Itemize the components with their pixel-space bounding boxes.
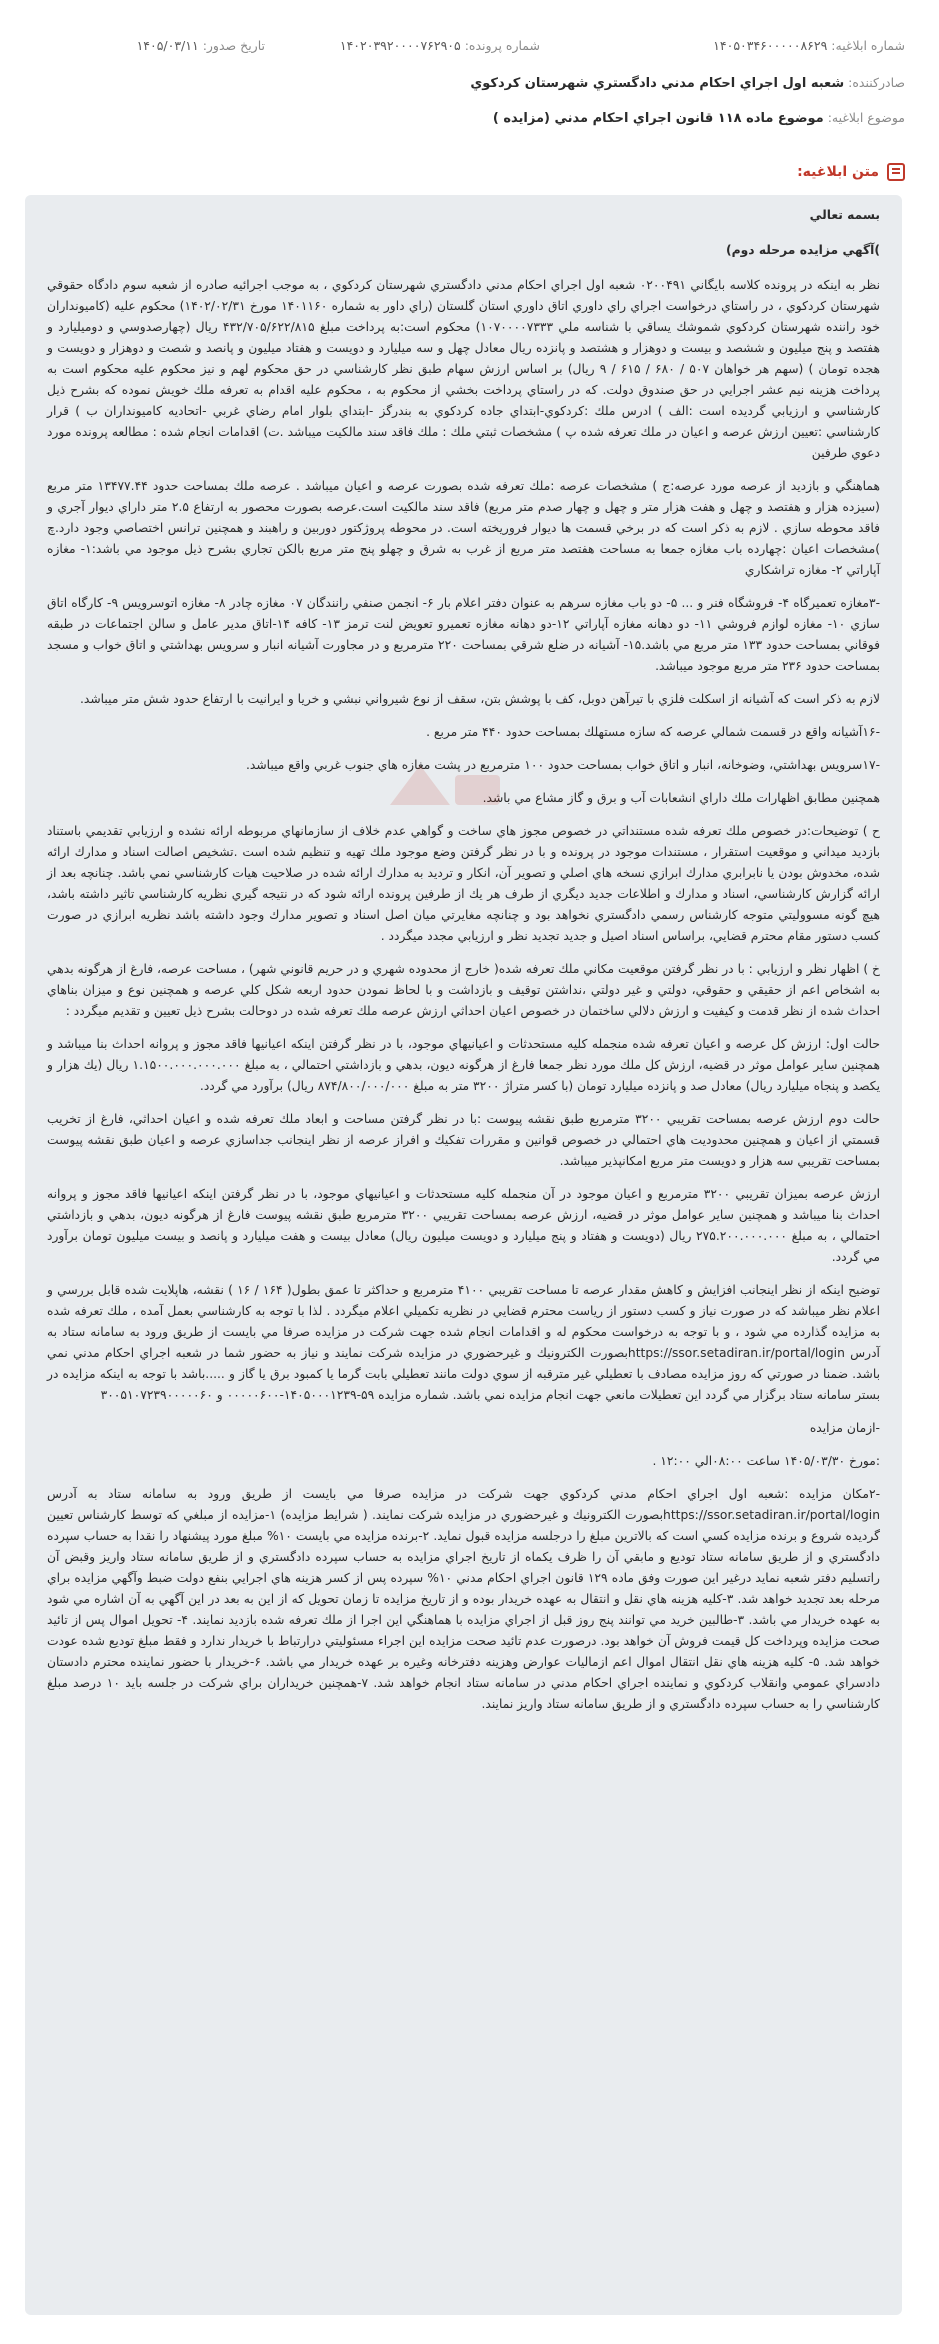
subject-label: موضوع ابلاغیه: [827,110,905,125]
auction-time-heading: -ازمان مزايده [809,1421,880,1435]
issuer-label: صادرکننده: [848,75,905,90]
header-meta-row [34,38,905,60]
bismillah: بسمه تعالي [809,208,880,222]
auction-title: )آگهي مزايده مرحله دوم) [725,243,880,257]
paragraph: هماهنگي و بازديد از عرصه مورد عرصه:ج ) مشخصات عرصه :ملك تعرفه شده بصورت عرصه و اعيان ميباشد . عرصه ملك بمساحت حدود ۱۳۴۷۷.۴۴ متر مربع (سيزده هزار و هفتصد و چهل و هفت هزار متر و چهل و چهار صدم متر مربع) فاقد سند مالكيت است.عرصه بصورت محصور به ارتفاع ۲.۵ متر داراي ديوار آجري و فاقد محوطه سازي . لازم به ذكر است كه در برخي قسمت ها ديوار فروريخته است. در محوطه پروژكتور دوربين و راهبند و همچنين ترانس اختصاصي وجود دارد.چ )مشخصات اعيان :چهارده باب مغازه جمعا به مساحت هفتصد متر مربع از غرب به شرق و چهلو پنج متر مربع بالكن تجاري بشرح ذيل موجود مي باشد:۱- مغازه آپاراتي ۲- مغازه تراشكاري [47,479,881,577]
case-number: ۱۴۰۲۰۳۹۲۰۰۰۰۷۶۲۹۰۵ [339,38,461,53]
paragraph: -۲مكان مزايده :شعبه اول اجراي احكام مدني كردكوي جهت شركت در مزايده صرفا مي بايست از طريق ورود به سامانه ستاد به آدرس https://ssor.setadiran.ir/portal/loginبصورت الكترونيك و غيرحضوري در مزايده شركت نمايند. ( شرايط مزايده) ۱-مزايده از مبلغي كه توسط كارشناس تعيين گرديده شروع و برنده مزايده كسي است كه بالاترين مبلغ را درجلسه مزايده قبول نمايد. ۲-برنده مزايده مي بايست ۱۰% مبلغ مورد پيشنهاد را نقدا به حساب سپرده دادگستري و از طريق سامانه ستاد توديع و مابقي آن را ظرف يكماه از تاريخ اجراي مزايده به حساب سپرده دادگستري و از طريق سامانه ستاد واريز وقبض آن راتسليم دفتر شعبه نمايد درغير اين صورت وفق ماده ۱۲۹ قانون اجراي احكام مدني ۱۰% سپرده پس از كسر هزينه هاي اجرايي بنفع دولت ضبط وآگهي مزايده براي مرحله بعد تجديد خواهد شد. ۳-كليه هزينه هاي نقل و انتقال به عهده خريدار بوده و از تاريخ مزايده تا زمان تحويل كه از اين به بعد در اين آگهي به آن اشاره مي شود به عهده خريدار مي باشد. ۳-طالبين خريد مي توانند پنج روز قبل از اجراي مزايده با هماهنگي اين اجرا از ملك تعرفه شده بازديد نمايند. ۴- تحويل اموال پس از تائيد صحت مزايده وپرداخت كل قيمت فروش آن خواهد بود. درصورت عدم تائيد صحت مزايده اين اجراء مسئوليتي درارتباط با خريدار ندارد و فقط مبلغ توديع شده عودت خواهد شد. ۵- كليه هزينه هاي نقل انتقال اموال اعم ازماليات عوارض وهزينه دفترخانه وغيره بر عهده خريدار مي باشد. ۶-خريدار با حضور نماينده محترم دادستان دادسراي عمومي وانقلاب كردكوي و نماينده اجراي احكام مدني در سامانه ستاد انجام خواهد شد. ۷-همچنين خريداران براي شركت در جلسه بايد ۱۰ درصد مبلغ كارشناسي را به حساب سپرده دادگستري و از طريق سامانه ستاد واريز نمايند. [47,1487,881,1711]
notice-text-title: متن ابلاغیه: [797,164,879,180]
issue-date-label: تاریخ صدور: [202,38,265,53]
paragraph: لازم به ذكر است كه آشيانه از اسكلت فلزي با تيرآهن دوبل، كف با پوشش بتن، سقف از نوع شيرواني نبشي و خريا و ايرانيت با ارتفاع حدود شش متر ميباشد. [80,692,880,706]
notice-number: ۱۴۰۵۰۳۴۶۰۰۰۰۰۸۶۲۹ [713,38,828,53]
subject-row [34,110,905,132]
notice-number-item [713,38,905,53]
paragraph: -۳مغازه تعميرگاه ۴- فروشگاه فنر و ... ۵- دو باب مغازه سرهم به عنوان دفتر اعلام بار ۶- انجمن صنفي رانندگان ۰۷ مغازه چادر ۸- مغازه اتوسرويس ۹- كارگاه اتاق سازي ۱۰- مغازه لوازم فروشي ۱۱- دو دهانه مغازه آپاراتي ۱۲-دو دهانه مغازه تعميرو تعويض لنت ترمز ۱۳- كافه ۱۴-اتاق مدير عامل و سالن اجتماعات در طبقه فوقاني بمساحت حدود ۱۳۳ متر مربع مي باشد.۱۵- آشيانه در ضلع شرقي بمساحت ۲۲۰ مترمربع و در مجاورت آشيانه انبار و سرويس بهداشتي و اتاق خواب و مسجد بمساحت حدود ۲۳۶ متر مربع موجود ميباشد. [47,596,881,673]
issue-date-item [137,38,265,53]
paragraph: -۱۶آشيانه واقع در قسمت شمالي عرصه كه سازه مستهلك بمساحت حدود ۴۴۰ متر مربع . [426,725,880,739]
paragraph: ارزش عرصه بميزان تقريبي ۳۲۰۰ مترمربع و اعيان موجود در آن منجمله كليه مستحدثات و اعيانيهاي موجود، با در نظر گرفتن اينكه اعيانيها فاقد مجوز و پروانه احداث بنا ميباشد و همچنين ساير عوامل موثر در قضيه، ارزش عرصه بمساحت تقريبي ۳۲۰۰ مترمربع طبق نقشه پيوست فارغ از هرگونه ديون، بدهي و بازداشتي احتمالي ، به مبلغ ۲۷۵.۲۰۰.۰۰۰.۰۰۰ ريال (دويست و هفتاد و پنج ميليارد و دويست ميليون ريال) معادل بيست و هفت ميليارد و پانصد و بيست ميليون تومان برآورد مي گردد. [47,1187,880,1264]
paragraph: همچنين مطابق اظهارات ملك داراي انشعابات آب و برق و گاز مشاع مي باشد. [482,791,880,805]
paragraph: توضيح اينكه از نظر اينجانب افزايش و كاهش مقدار عرصه تا مساحت تقريبي ۴۱۰۰ مترمربع و حداكثر تا عمق بطول( ۱۶۴ / ۱۶ ) نقشه، هاپلايت شده قابل بررسي و اعلام نظر ميباشد كه در صورت نياز و كسب دستور از رياست محترم قضايي در نظريه تكميلي اعلام ميگردد . لذا با توجه به كارشناسي بعمل آمده ، ملك تعرفه شده به مزايده گذارده مي شود ، و با توجه به درخواست محكوم له و اقدامات انجام شده جهت شركت در مزايده صرفا مي بايست از طريق ورود به سامانه ستاد به آدرس https://ssor.setadiran.ir/portal/loginبصورت الكترونيك و غيرحضوري در مزايده شركت نمايند و نياز به حضور شما در شعبه اجراي احكام مدني نمي باشد. ضمنا در صورتي كه روز مزايده مصادف با تعطيلي غير مترقبه از سوي دولت مانند تعطيلي بابت گرما يا كمبود برق يا گاز و .....باشد با توجه به اينكه مزايده در بستر سامانه ستاد برگزار مي گردد اين تعطيلات مانعي جهت انجام مزايده نمي باشد. شماره مزايده ۵۹-۱۴۰۵۰۰۰۱۲۳۹-۰۰۰۰۰۶۰۰ و ۳۰۰۵۱۰۷۲۳۹۰۰۰۰۰۶۰ [47,1283,880,1402]
subject: موضوع ماده ۱۱۸ قانون اجراي احكام مدني (مزايده ) [492,111,824,126]
paragraph: حالت اول: ارزش كل عرصه و اعيان تعرفه شده منجمله كليه مستحدثات و اعيانيهاي موجود، با در نظر گرفتن اينكه اعيانيها فاقد مجوز و پروانه احداث بنا ميباشد و همچنين ساير عوامل موثر در قضيه، ارزش كل ملك مورد نظر جمعا فارغ از هرگونه ديون، بدهي و بازداشتي احتمالي ، به مبلغ ۱.۱۵۰۰.۰۰۰.۰۰۰.۰۰۰ ريال (يك هزار و يكصد و پنجاه ميليارد ريال) معادل صد و پانزده ميليارد تومان (با كسر متراژ ۳۲۰۰ متر به مبلغ ۸۷۴/۸۰۰/۰۰۰/۰۰۰ ريال) برآورد مي گردد. [47,1037,880,1093]
paragraph: حالت دوم ارزش عرصه بمساحت تقريبي ۳۲۰۰ مترمربع طبق نقشه پيوست :با در نظر گرفتن مساحت و ابعاد ملك تعرفه شده و اعيان احداثي، فارغ از تخريب قسمتي از اعيان و همچنين محدوديت هاي احتمالي در خصوص قوانين و مقررات تفكيك و افراز عرصه از نظر اينجانب جداسازي عرصه و اعيان طبق نقشه پيوست بمساحت تقريبي سه هزار و دويست متر مربع امكانپذير ميباشد. [47,1112,880,1168]
paragraph: ح ) توضيحات:در خصوص ملك تعرفه شده مستنداتي در خصوص مجوز هاي ساخت و گواهي عدم خلاف از سازمانهاي مربوطه ارائه نشده و ارزيابي تقديمي باستناد بازديد ميداني و موقعيت استقرار ، مستندات موجود در پرونده و با در نظر گرفتن وضع موجود ملك تهيه و تنظيم شده است .تشخيص اصالت اسناد و مدارك ارائه شده، مخدوش بودن يا نابرابري مدارك ابرازي نسخه هاي اصلي و تصوير آن، انكار و ترديد به مدارك ارائه شده در صلاحيت هيات كارشناسي نمي باشد. چنانچه بعد از ارائه گزارش كارشناسي، اسناد و مدارك و اطلاعات جديد ديگري از طرف هر يك از طرفين پرونده ارائه شود كه در نتيجه گيري نظريه كارشناسي تاثير داشته باشد، هيچ گونه مسووليتي متوجه كارشناس رسمي دادگستري نخواهد بود و چنانچه مغايرتي ميان اصل اسناد و تصوير مدارك وجود داشته باشد نظريه ابرازي در صورت كسب دستور مقام محترم قضايي، براساس اسناد اصيل و جديد تجديد نظر و ارزيابي مجدد ميگردد . [47,824,880,943]
notice-number-label: شماره ابلاغیه: [831,38,905,53]
document-text-icon [887,163,905,181]
notice-header [0,0,939,150]
notice-content [47,205,880,1715]
notice-text-heading [797,160,905,184]
issuer-row [34,75,905,97]
paragraph: نظر به اينكه در پرونده كلاسه بايگاني ۰۲۰۰۴۹۱ شعبه اول اجراي احكام مدني دادگستري شهرستان كردكوي ، به موجب اجرائيه صادره از شعبه سوم دادگاه حقوقي شهرستان كردكوي ، در راستاي درخواست اجراي راي داوري اتاق داوري استان گلستان (راي داور به شماره ۱۴۰۱۱۶۰ مورخ ۱۴۰۲/۰۲/۳۱) محكوم عليه (كاميونداران خود راننده شهرستان كردكوي شموشك يساقي با شناسه ملي ۱۰۷۰۰۰۰۷۳۳۳) محكوم است:به پرداخت مبلغ ۴۳۲/۷۰۵/۶۲۲/۸۱۵ ريال (چهارصدوسي و دوميليارد و هفتصد و پنج ميليون و ششصد و بيست و دوهزار و هشتصد و پانزده ريال معادل چهل و سه ميليارد و دويست و هفتاد ميليون و پانصد و شصت و دوهزار و دويست و هجده تومان ) (سهم هر خواهان ۵۰۷ / ۶۸۰ / ۶۱۵ / ۹ ريال) بر اساس ارزش سهام طبق نظر كارشناسي در حق محكوم لهم و نيز محكوم عليه محكوم است به پرداخت هزينه نيم عشر اجرايي در حق صندوق دولت. كه در راستاي پرداخت بخشي از محكوم به ، محكوم عليه اقدام به تعرفه ملك خويش نموده كه بشرح ذيل كارشناسي و ارزيابي گرديده است :الف ) ادرس ملك :كردكوي-ابتداي جاده كردكوي به بندرگز -ابتداي بلوار امام رضاي غربي -اتحاديه كاميونداران ب ) قرار كارشناسي :تعيين ارزش عرصه و اعيان در ملك تعرفه شده پ ) مشخصات ثبتي ملك : ملك فاقد سند مالكيت ميباشد .ت) اقدامات انجام شده : مطالعه پرونده مورد دعوي طرفين [47,278,881,460]
case-number-label: شماره پرونده: [464,38,540,53]
auction-date: :مورخ ۱۴۰۵/۰۳/۳۰ ساعت ۰۸:۰۰الي ۱۲:۰۰ . [652,1454,880,1468]
issuer: شعبه اول اجراي احكام مدني دادگستري شهرستان كردكوي [470,76,845,91]
case-number-item [340,38,540,53]
paragraph: خ ) اظهار نظر و ارزيابي : با در نظر گرفتن موقعيت مكاني ملك تعرفه شده( خارج از محدوده شهري و در حريم قانوني شهر) ، مساحت عرصه، فارغ از هرگونه بدهي به اشخاص اعم از حقيقي و حقوقي، دولتي و غير دولتي ،نداشتن توقيف و بازداشت و با لحاظ نمودن حدود اربعه شكل كلي عرصه و همچنين نوع و ميزان بناهاي احداث شده از نظر قدمت و كيفيت و ارزش دلالي ساختمان در خصوص اعيان احداثي ارزش عرصه ملك تعرفه شده در دوحالت بشرح ذيل تعيين و تقديم ميگردد : [47,962,880,1018]
paragraph: -۱۷سرويس بهداشتي، وضوخانه، انبار و اتاق خواب بمساحت حدود ۱۰۰ مترمربع در پشت مغازه هاي جنوب غربي واقع ميباشد. [245,758,880,772]
notice-body [25,195,902,2315]
issue-date: ۱۴۰۵/۰۳/۱۱ [136,38,199,53]
